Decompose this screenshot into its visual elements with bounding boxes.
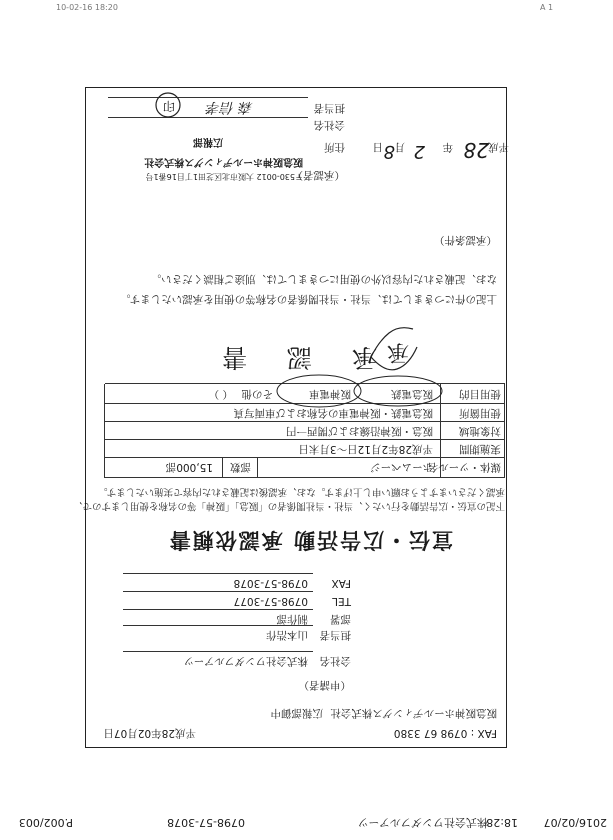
fax-sender: 株式会社ワンダフルアーツ <box>357 816 488 829</box>
request-fax-line: FAX : 0798 67 3380 <box>393 727 497 739</box>
approver-field-label: 担当者 <box>313 102 345 114</box>
fax-date: 2016/02/07 <box>543 816 607 829</box>
approval-date-label: 平成 <box>488 141 509 153</box>
table-cell-value: 阪急電鉄・阪神電車の名称および車両写真 <box>233 407 433 419</box>
approver-label: （承認者） <box>292 169 345 181</box>
approver-seal-char: 印 <box>162 99 175 113</box>
approval-line: 上記の件につきましては、当社・当社関係者の名称等の使用を承認いたします。 <box>120 293 497 305</box>
fax-time: 18:28 <box>486 816 518 829</box>
approver-signature: 森 信孝 <box>206 99 253 115</box>
field-value: 0798-57-3077 <box>233 595 308 607</box>
field-label: 担当者 <box>319 629 351 641</box>
purpose-option: 阪急電鉄 <box>391 388 433 400</box>
field-label: TEL <box>332 595 351 607</box>
table-cell-sublabel: 部数 <box>230 461 251 473</box>
request-intro-line: 下記の宣伝・広告活動を行いたく、当社・当社関係者の「阪急」「阪神」等の名称を使用しますので、 <box>73 500 505 511</box>
fax-page: P.002/003 <box>18 816 73 829</box>
field-value: 制作部 <box>276 613 308 625</box>
table-cell-label: 対象地域 <box>459 425 501 437</box>
field-label: FAX <box>331 577 351 589</box>
approval-date-year: 28 <box>463 138 489 162</box>
table-cell-value: 平成28年2月12日～3月末日 <box>298 443 433 455</box>
field-label: 部署 <box>330 613 351 625</box>
approver-field-label: 会社名 <box>313 119 345 131</box>
approval-date-day: 8 <box>383 141 395 162</box>
purpose-option: その他 <box>241 388 273 400</box>
request-title: 宣伝・広告活動 承認依頼書 <box>167 528 453 552</box>
approval-date-unit: 年 <box>442 141 453 153</box>
request-date: 平成28年02月07日 <box>103 727 196 739</box>
scan-mark-right: A 1 <box>540 3 554 12</box>
purpose-note: （ ） <box>208 388 233 400</box>
table-cell-label: 媒体・ツール名 <box>427 461 501 473</box>
approval-stamp-char: 承 <box>386 339 409 364</box>
approval-line: なお、記載された内容以外の使用につきましては、別途ご相談ください。 <box>150 273 497 285</box>
conditions-label: （承認条件） <box>434 234 497 246</box>
field-value: 山本浩作 <box>266 629 308 641</box>
approver-dept: 広報部 <box>193 136 223 147</box>
field-value: 株式会社ワンダフルアーツ <box>183 655 308 667</box>
table-cell-label: 使用目的 <box>459 388 501 400</box>
recipient-org: 阪急阪神ホールディングス株式会社 <box>330 707 497 719</box>
approval-title: 承 認 書 <box>206 343 377 372</box>
approval-date-month: 2 <box>413 141 425 162</box>
fax-number: 0798-57-3078 <box>167 816 245 829</box>
approver-field-label: 住所 <box>324 141 345 153</box>
applicant-label: （申請者） <box>298 679 351 691</box>
table-cell-value: 阪急・阪神沿線および関西一円 <box>286 425 433 437</box>
table-cell-label: 実施期間 <box>459 443 501 455</box>
table-cell-subvalue: 15,000部 <box>165 461 213 473</box>
approval-date-unit: 月 <box>394 141 405 153</box>
recipient-dept: 広報部御中 <box>270 707 323 719</box>
approver-company: 阪急阪神ホールディングス株式会社 <box>144 156 303 167</box>
field-label: 会社名 <box>319 655 351 667</box>
field-value: 0798-57-3078 <box>233 577 308 589</box>
approver-address: 〒530-0012 大阪市北区芝田1丁目16番1号 <box>145 172 303 181</box>
table-cell-value: ホームページ <box>370 461 433 473</box>
scan-mark-left: 10-02-16 18:20 <box>56 3 118 12</box>
approval-date-unit: 日 <box>372 141 383 153</box>
purpose-option: 阪神電車 <box>309 388 351 400</box>
request-intro-line: 承認くださいますようお願い申し上げます。なお、承認後は記載された内容で実施いたします。 <box>98 486 505 497</box>
table-cell-label: 使用箇所 <box>459 407 501 419</box>
